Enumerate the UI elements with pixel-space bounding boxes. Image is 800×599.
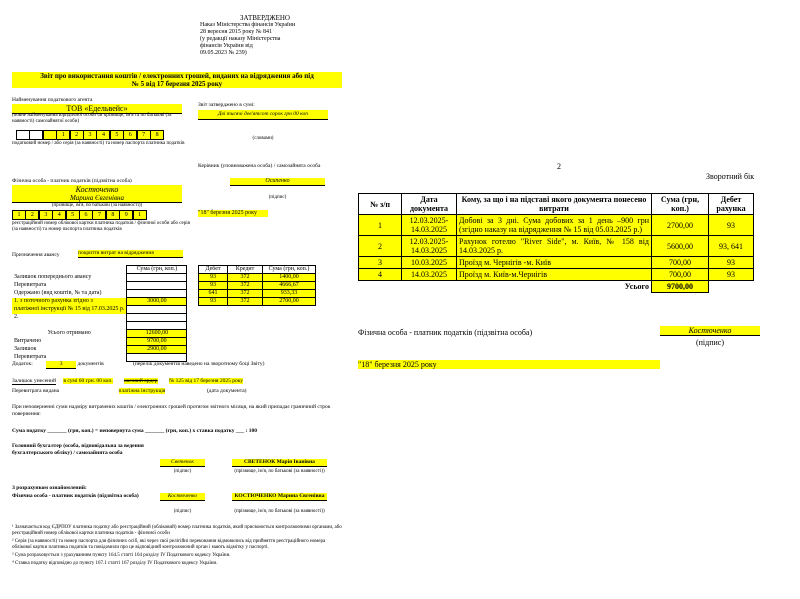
code-box: 3 [83,130,97,140]
attachments-label: Додаток: [12,361,33,367]
manager-signature: Осипенко [230,178,325,186]
expense-table [358,193,754,293]
reverse-person-label: Фізична особа - платник податків (підзвітна особа) [358,328,533,337]
table-row: Одержано (вид коштів, № та дата) [12,290,187,298]
accountant-name-hint: (прізвище, ім'я, по батькові (за наявності)) [234,469,325,474]
code-box: 5 [66,210,80,220]
table-row: Залишок 2900,00 [12,346,187,354]
person-code-label: реєстраційний номер облікової картки платника податків / фізичної особи або серія (за наявності) та номер паспорта платника податків [12,221,190,232]
person-name: Марина Євгенівна [12,194,182,203]
code-box: 8 [106,210,120,220]
approved-sum-label: Звіт затверджено в сумі: [198,102,255,108]
col-header: Кому, за що і на підставі якого документа понесено витрати [457,194,652,215]
advance-table [12,265,187,362]
manager-date: "18" березня 2025 року [198,210,268,217]
col-header: Дебет рахунка [709,194,754,215]
code-box [43,130,57,140]
agent-code-boxes [16,130,163,140]
overspend-row [12,388,342,395]
person-label: Фізична особа - платник податків (підзвітна особа) [12,178,132,184]
settlement-name-hint: (прізвище, ім'я, по батькові (за наявності)) [234,509,325,514]
table-row: Перевитрата [12,282,187,290]
agent-value: ТОВ «Едельвейс» [12,104,182,114]
overspend-doc: платіжна інструкція [118,388,166,394]
code-box: 1 [56,130,70,140]
tax-paragraph: При неповерненні суми надміру витрачених коштів / електронних грошей протягом звітного місяця, на який припадає граничний строк повернення: [12,404,331,417]
settlement-signature: Костюченко [160,493,205,501]
code-box: 8 [150,130,164,140]
col-header: № з/п [359,194,402,215]
code-box: 1 [133,210,147,220]
table-row: 2 12.03.2025-14.03.2025 Рахунок готелю "River Side", м. Київ, № 158 від 14.03.2025 р. 5600,00 93, 641 [359,236,754,257]
table-row: 1. з поточного рахунка згідно з 3000,00 [12,298,187,306]
code-box: 9 [119,210,133,220]
approval-line: (у редакції наказу Міністерства [200,36,281,42]
accountant-name: СВЕТЕНОК Марія Іванівна [232,459,327,467]
reverse-date: "18" березня 2025 року [358,360,660,369]
table-row: Перевитрата [12,354,187,362]
accountant-sign-hint: (підпис) [173,469,192,474]
manager-label: Керівник (уповноважена особа) / самозайнята особа [198,163,321,169]
settlement-name: КОСТЮЧЕНКО Марина Євгенівна [232,493,327,501]
footnote: ¹ Зазначається код ЄДРПОУ платника податку або реєстраційний (обліковий) номер платника податків, який присвоюється контролюючими органами, або реєстраційний номер облікової картки платника податків - фізичної особи [12,525,342,536]
overspend-ref: (дата документа) [206,388,247,394]
code-box: 7 [92,210,106,220]
table-row [12,322,187,330]
person-code-boxes [12,210,146,220]
code-box: 2 [70,130,84,140]
tax-formula: Сума податку _______ (грн, коп.) = неповернута сума _______ (грн, коп.) х ставка податку ___ : 100 [12,428,257,434]
total-row: Усього 9700,00 [359,281,754,293]
approval-line: 09.05.2023 № 239) [200,50,247,56]
approval-title: ЗАТВЕРДЖЕНО [240,14,290,22]
table-row: 2. [12,314,187,322]
overspend-label: Перевитрата видана [12,388,60,394]
person-hint: (прізвище, ім'я, по батькові (за наявності)) [51,203,143,208]
table-row: Усього отримано 12600,00 [12,330,187,338]
footnote: ² Серія (за наявності) та номер паспорта для фізичних осіб, які через свої релігійні переконання відмовились від прийняття реєстраційного номера облікової картки платника податків та повідомили про це відповідний контролюючий орган і мають відмітку у паспорті. [12,539,326,550]
total-value: 9700,00 [652,281,709,293]
remainder-amount: в сумі 60 грн. 00 коп. [63,378,113,384]
code-box: 3 [39,210,53,220]
code-box: 2 [25,210,39,220]
attachments-row [12,361,342,369]
manager-sign-hint: (підпис) [268,195,287,200]
code-box [16,130,30,140]
agent-code-label: податковий номер / або серія (за наявності) та номер паспорта платника податків [12,141,185,146]
table-row: платіжної інструкції № 15 від 17.03.2025 р. [12,306,187,314]
code-box: 6 [79,210,93,220]
approved-sum-hint: (словами) [252,136,274,141]
table-row: 1 12.03.2025-14.03.2025 Добові за 3 дні. Сума добових за 1 день –900 грн (згідно наказу на відрядження № 15 від 05.03.2025 р.) 2700,00 93 [359,215,754,236]
code-box [29,130,43,140]
reverse-page-number: 2 [557,162,561,171]
remainder-row [12,378,342,385]
agent-hint: (повне найменування юридичної особи чи прізвище, ім'я та по батькові (за наявності) самозайнятої особи) [12,113,172,124]
remainder-doc: касовий ордер [124,378,158,384]
table-row: Витрачено 9700,00 [12,338,187,346]
approval-line: Наказ Міністерства фінансів України [200,22,296,28]
code-box: 6 [123,130,137,140]
col-header: Сума (грн, коп.) [652,194,709,215]
settlement-sign-hint: (підпис) [173,509,192,514]
col-header: Сума (грн, коп.) [127,266,187,274]
agent-label: Найменування податкового агента [12,97,93,103]
code-box: 1 [12,210,26,220]
settlement-label: З розрахунком ознайомлений: [12,485,87,491]
footnotes [12,525,342,567]
table-row: 641 372 933,33 [199,290,316,298]
code-box: 4 [96,130,110,140]
purpose-value: покриття витрат на відрядження [78,250,183,258]
remainder-ref: № 125 від 17 березня 2025 року [168,378,244,384]
attachments-count: 3 [46,361,76,369]
accounting-table: Дебет Кредит Сума (грн, коп.) 93 372 1400,00 93 372 4666,67 641 372 933,33 93 372 2700,00 [198,265,316,306]
reverse-signature: Костюченко [660,326,760,336]
approval-line: фінансів України від [200,43,253,49]
reverse-side-label: Зворотний бік [706,172,755,181]
report-number: № 5 від 17 березня 2025 року [131,80,223,88]
col-header: Дата документа [402,194,457,215]
code-box: 4 [52,210,66,220]
approval-line: 28 вересня 2015 року № 841 [200,29,272,35]
approved-sum-value: Дві тисячі дев'ятсот сорок грн 00 коп [198,110,328,120]
table-row: 3 10.03.2025 Проїзд м. Чернігів -м. Київ 700,00 93 [359,257,754,269]
table-row: 93 372 4666,67 [199,282,316,290]
table-row: 93 372 2700,00 [199,298,316,306]
attachments-note: (перелік документів наведено на зворотному боці Звіту) [133,361,265,367]
accountant-label: Головний бухгалтер (особа, відповідальна за ведення бухгалтерського обліку) / самозайнята особа [12,443,144,456]
table-row: Залишок попереднього авансу [12,274,187,282]
code-box: 7 [137,130,151,140]
footnote: ⁴ Ставка податку відповідно до пункту 167.1 статті 167 розділу IV Податкового кодексу України. [12,561,218,566]
accountant-signature: Светенок [160,459,205,467]
report-title: Звіт про використання коштів / електронних грошей, виданих на відрядження або під № 5 від 17 березня 2025 року [12,72,342,88]
remainder-label: Залишок унесений [12,378,57,384]
approval-block [200,15,330,57]
attachments-unit: документів [77,361,104,367]
settlement-person-label: Фізична особа - платник податків (підзвітна особа) [12,493,139,499]
reverse-sign-hint: (підпис) [695,338,724,347]
table-row: 4 14.03.2025 Проїзд м. Київ-м.Чернігів 700,00 93 [359,269,754,281]
footnote: ³ Сума розраховується з урахуванням пункту 164.5 статті 164 розділу IV Податкового кодексу України. [12,553,231,558]
code-box: 5 [110,130,124,140]
purpose-label: Призначення авансу [12,252,60,258]
person-surname: Костюченко [12,185,182,194]
table-row: 93 372 1400,00 [199,274,316,282]
